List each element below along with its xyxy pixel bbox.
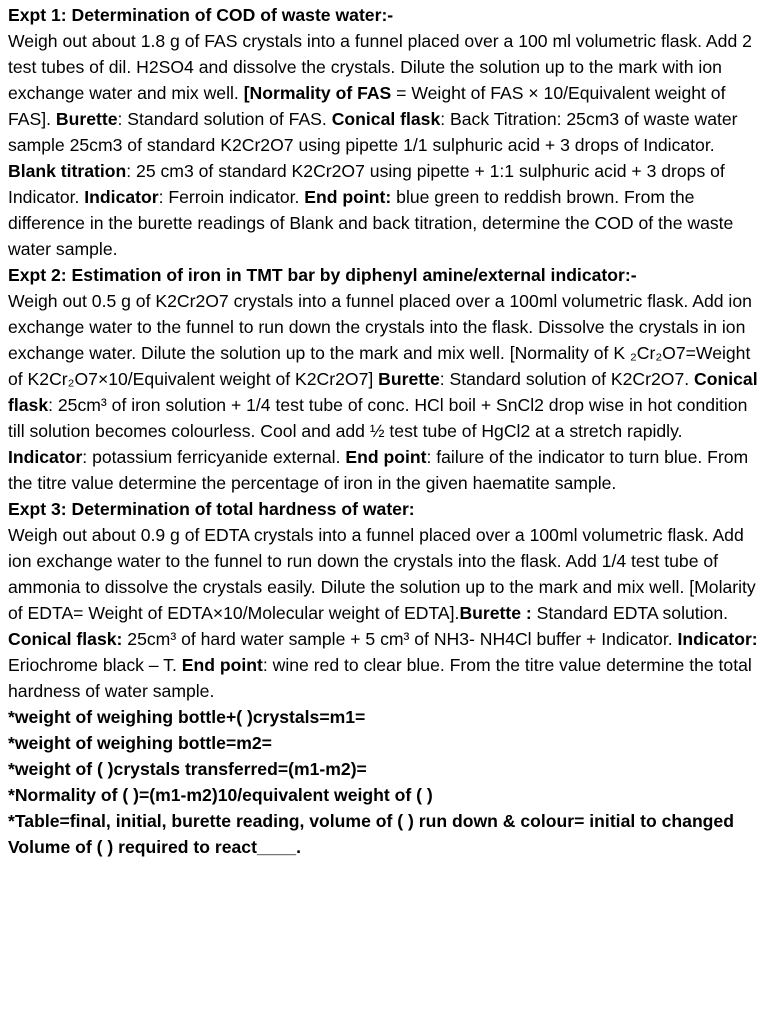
body-text: Eriochrome black – T.	[8, 655, 182, 675]
bold-label: Conical flask	[331, 109, 441, 129]
bold-label: [Normality of FAS	[243, 83, 392, 103]
bold-label: Indicator	[8, 447, 83, 467]
experiment-paragraph	[8, 288, 762, 496]
note-line: *weight of weighing bottle=m2=	[8, 733, 272, 753]
bold-label: End point	[181, 655, 263, 675]
experiment-heading: Expt 2: Estimation of iron in TMT bar by diphenyl amine/external indicator:-	[8, 265, 637, 285]
body-text: : Back Titration: 25cm3 of waste water sample 25cm3 of standard K2Cr2O7 using pipette 1/1 sulphuric acid + 3 drops of Indicator.	[8, 109, 738, 155]
note-line: *weight of weighing bottle+( )crystals=m1=	[8, 707, 366, 727]
experiment-heading: Expt 3: Determination of total hardness of water:	[8, 499, 415, 519]
bold-label: End point	[345, 447, 427, 467]
body-text: : 25cm³ of iron solution + 1/4 test tube of conc. HCl boil + SnCl2 drop wise in hot condition till solution becomes colourless. Cool and add ½ test tube of HgCl2 at a stretch rapidly.	[8, 395, 748, 441]
body-text: Standard EDTA solution.	[531, 603, 729, 623]
note-line: *Normality of ( )=(m1-m2)10/equivalent weight of ( )	[8, 785, 433, 805]
body-text: blue green to reddish brown. From the difference in the burette readings of Blank and back titration, determine the COD of the waste water sample.	[8, 187, 734, 259]
note-line: *Table=final, initial, burette reading, volume of ( ) run down & colour= initial to changed	[8, 811, 734, 831]
experiment-paragraph	[8, 28, 762, 262]
bold-label: Blank titration	[8, 161, 127, 181]
body-text: Weigh out about 0.9 g of EDTA crystals into a funnel placed over a 100ml volumetric flask. Add ion exchange water to the funnel to run down the crystals into the flask. Add 1/4 test tube of ammonia to dissolve the crystals easily. Dilute the solution up to the mark and mix well. [Molarity of EDTA= Weight of EDTA×10/Molecular weight of EDTA].	[8, 525, 756, 623]
body-text: = Weight of FAS × 10/Equivalent weight of FAS].	[8, 83, 726, 129]
body-text: : wine red to clear blue. From the titre value determine the total hardness of water sample.	[8, 655, 752, 701]
experiment-block	[8, 496, 762, 704]
notes-section	[8, 704, 762, 860]
bold-label: Burette	[378, 369, 440, 389]
bold-label: End point:	[304, 187, 392, 207]
body-text: : Standard solution of K2Cr2O7.	[439, 369, 695, 389]
bold-label: Conical flask:	[8, 629, 123, 649]
body-text: Weigh out 0.5 g of K2Cr2O7 crystals into a funnel placed over a 100ml volumetric flask. Add ion exchange water to the funnel to run down the crystals into the flask. Dissolve the crystals in ion exchange water. Dilute the solution up to the mark and mix well. [Normality of K ₂Cr₂O7=Weight of K2Cr₂O7×10/Equivalent weight of K2Cr2O7]	[8, 291, 752, 389]
bold-label: Burette :	[459, 603, 532, 623]
body-text: : failure of the indicator to turn blue. From the titre value determine the percentage of iron in the given haematite sample.	[8, 447, 749, 493]
experiment-heading: Expt 1: Determination of COD of waste water:-	[8, 5, 394, 25]
bold-label: Indicator:	[677, 629, 758, 649]
note-line: Volume of ( ) required to react____.	[8, 837, 301, 857]
body-text: Weigh out about 1.8 g of FAS crystals into a funnel placed over a 100 ml volumetric flask. Add 2 test tubes of dil. H2SO4 and dissolve the crystals. Dilute the solution up to the mark with ion exchange water and mix well.	[8, 31, 752, 103]
experiments-section	[8, 2, 762, 704]
body-text: : potassium ferricyanide external.	[82, 447, 346, 467]
bold-label: Burette	[55, 109, 118, 129]
body-text: : Ferroin indicator.	[158, 187, 305, 207]
bold-label: Conical flask	[8, 369, 758, 415]
bold-label: Indicator	[84, 187, 159, 207]
experiment-block	[8, 2, 762, 262]
body-text: 25cm³ of hard water sample + 5 cm³ of NH3- NH4Cl buffer + Indicator.	[122, 629, 678, 649]
body-text: : Standard solution of FAS.	[117, 109, 332, 129]
note-line: *weight of ( )crystals transferred=(m1-m2)=	[8, 759, 367, 779]
body-text: : 25 cm3 of standard K2Cr2O7 using pipette + 1:1 sulphuric acid + 3 drops of Indicator.	[8, 161, 725, 207]
experiment-paragraph	[8, 522, 762, 704]
experiment-block	[8, 262, 762, 496]
